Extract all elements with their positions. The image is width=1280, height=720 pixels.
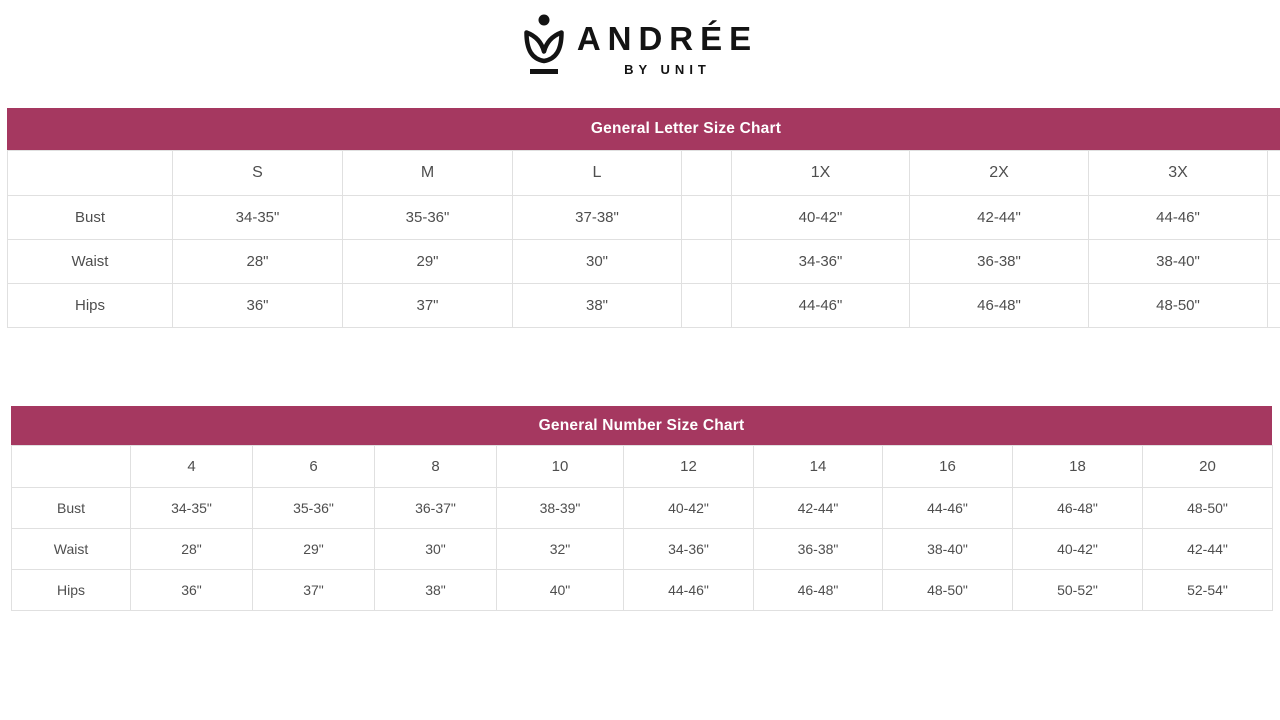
brand-logo bbox=[0, 13, 1280, 77]
measurement-value: 36" bbox=[131, 570, 253, 611]
letter-size-table bbox=[7, 150, 1280, 328]
measurement-value: 38-39" bbox=[497, 488, 624, 529]
size-column-header: S bbox=[173, 151, 343, 196]
measurement-value: 42-44" bbox=[754, 488, 883, 529]
number-size-table bbox=[11, 445, 1273, 611]
measurement-value: 42-44" bbox=[1143, 529, 1273, 570]
measurement-value: 30" bbox=[375, 529, 497, 570]
measurement-row bbox=[12, 570, 1273, 611]
measurement-value: 32" bbox=[497, 529, 624, 570]
measurement-value: 40-42" bbox=[1013, 529, 1143, 570]
size-header-row bbox=[12, 446, 1273, 488]
measurement-value: 37" bbox=[253, 570, 375, 611]
measurement-value: 37-38" bbox=[513, 196, 682, 240]
measurement-value: 37" bbox=[343, 284, 513, 328]
empty-cell bbox=[682, 284, 732, 328]
measurement-value: 36-38" bbox=[910, 240, 1089, 284]
measurement-label: Bust bbox=[8, 196, 173, 240]
measurement-value: 46-48" bbox=[910, 284, 1089, 328]
measurement-value: 40-42" bbox=[732, 196, 910, 240]
measurement-value: 34-35" bbox=[131, 488, 253, 529]
empty-cell bbox=[1268, 240, 1280, 284]
empty-cell bbox=[1268, 284, 1280, 328]
size-column-header: 10 bbox=[497, 446, 624, 488]
measurement-value: 44-46" bbox=[883, 488, 1013, 529]
brand-wordmark bbox=[577, 13, 758, 77]
measurement-value: 29" bbox=[343, 240, 513, 284]
measurement-value: 42-44" bbox=[910, 196, 1089, 240]
size-column-header: 3X bbox=[1089, 151, 1268, 196]
measurement-value: 38-40" bbox=[1089, 240, 1268, 284]
measurement-value: 35-36" bbox=[343, 196, 513, 240]
empty-cell bbox=[682, 196, 732, 240]
measurement-value: 40-42" bbox=[624, 488, 754, 529]
measurement-value: 50-52" bbox=[1013, 570, 1143, 611]
measurement-value: 44-46" bbox=[1089, 196, 1268, 240]
measurement-value: 30" bbox=[513, 240, 682, 284]
measurement-value: 44-46" bbox=[624, 570, 754, 611]
size-column-header: 16 bbox=[883, 446, 1013, 488]
measurement-value: 46-48" bbox=[754, 570, 883, 611]
measurement-value: 34-36" bbox=[624, 529, 754, 570]
measurement-value: 38-40" bbox=[883, 529, 1013, 570]
size-column-header: 1X bbox=[732, 151, 910, 196]
measurement-value: 34-35" bbox=[173, 196, 343, 240]
measurement-row bbox=[12, 488, 1273, 529]
tulip-icon bbox=[522, 13, 566, 77]
measurement-value: 36" bbox=[173, 284, 343, 328]
measurement-value: 38" bbox=[513, 284, 682, 328]
measurement-row bbox=[8, 240, 1280, 284]
letter-chart-title: General Letter Size Chart bbox=[7, 108, 1280, 150]
measurement-label: Hips bbox=[12, 570, 131, 611]
measurement-value: 36-38" bbox=[754, 529, 883, 570]
measurement-value: 34-36" bbox=[732, 240, 910, 284]
size-column-header: 8 bbox=[375, 446, 497, 488]
measurement-value: 46-48" bbox=[1013, 488, 1143, 529]
empty-header-cell bbox=[8, 151, 173, 196]
size-column-header: M bbox=[343, 151, 513, 196]
measurement-row bbox=[12, 529, 1273, 570]
measurement-value: 29" bbox=[253, 529, 375, 570]
empty-header-cell bbox=[12, 446, 131, 488]
measurement-value: 52-54" bbox=[1143, 570, 1273, 611]
measurement-value: 38" bbox=[375, 570, 497, 611]
number-chart-title: General Number Size Chart bbox=[11, 406, 1272, 445]
measurement-value: 44-46" bbox=[732, 284, 910, 328]
measurement-label: Hips bbox=[8, 284, 173, 328]
measurement-value: 40" bbox=[497, 570, 624, 611]
size-column-header: 2X bbox=[910, 151, 1089, 196]
measurement-value: 28" bbox=[173, 240, 343, 284]
measurement-value: 48-50" bbox=[1089, 284, 1268, 328]
letter-size-chart bbox=[7, 108, 1280, 328]
size-column-header: 18 bbox=[1013, 446, 1143, 488]
brand-tagline: BY UNIT bbox=[624, 62, 711, 77]
measurement-label: Waist bbox=[8, 240, 173, 284]
measurement-label: Bust bbox=[12, 488, 131, 529]
size-column-header: 4 bbox=[131, 446, 253, 488]
empty-cell bbox=[1268, 196, 1280, 240]
measurement-label: Waist bbox=[12, 529, 131, 570]
number-size-chart bbox=[11, 406, 1272, 611]
measurement-value: 48-50" bbox=[883, 570, 1013, 611]
measurement-value: 28" bbox=[131, 529, 253, 570]
size-header-row bbox=[8, 151, 1280, 196]
size-column-header: L bbox=[513, 151, 682, 196]
size-column-header: 12 bbox=[624, 446, 754, 488]
measurement-row bbox=[8, 196, 1280, 240]
empty-header-cell bbox=[682, 151, 732, 196]
measurement-row bbox=[8, 284, 1280, 328]
empty-header-cell bbox=[1268, 151, 1280, 196]
size-column-header: 6 bbox=[253, 446, 375, 488]
measurement-value: 36-37" bbox=[375, 488, 497, 529]
measurement-value: 48-50" bbox=[1143, 488, 1273, 529]
size-column-header: 14 bbox=[754, 446, 883, 488]
brand-name: ANDRÉE bbox=[576, 20, 759, 57]
size-column-header: 20 bbox=[1143, 446, 1273, 488]
empty-cell bbox=[682, 240, 732, 284]
measurement-value: 35-36" bbox=[253, 488, 375, 529]
